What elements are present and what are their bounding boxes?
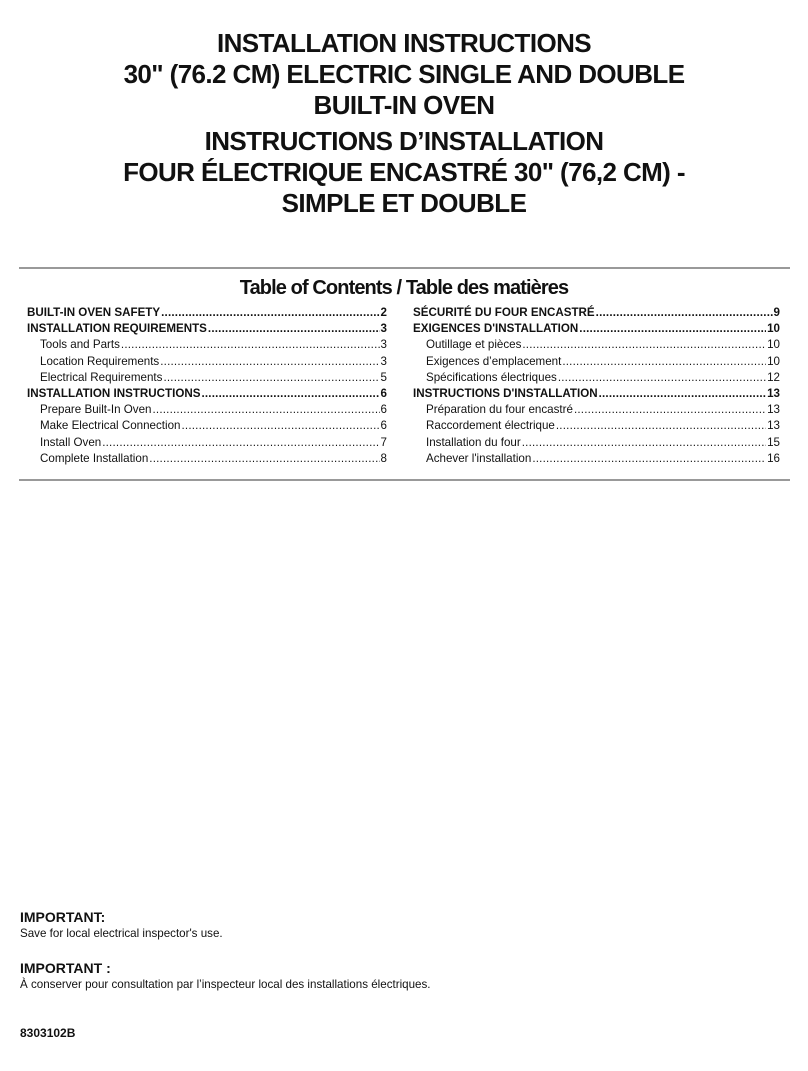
toc-entry-label: Outillage et pièces: [426, 338, 522, 352]
toc-entry[interactable]: [27, 337, 387, 353]
important-text: Save for local electrical inspector's use.: [20, 927, 223, 940]
toc-entry-page: 3: [380, 338, 387, 352]
toc-entry-label: SÉCURITÉ DU FOUR ENCASTRÉ: [413, 306, 595, 319]
toc-leader-dots: [201, 386, 379, 402]
toc-entry-label: Raccordement électrique: [426, 419, 555, 433]
title-line: INSTALLATION INSTRUCTIONS: [216, 28, 591, 58]
toc-entry-page: 6: [380, 419, 387, 433]
toc-entry-page: 13: [767, 419, 780, 433]
toc-entry[interactable]: [413, 337, 780, 353]
important-text: À conserver pour consultation par l’inspecteur local des installations électriques.: [20, 978, 431, 991]
toc-leader-dots: [522, 337, 766, 353]
toc-entry-label: BUILT-IN OVEN SAFETY: [27, 306, 161, 319]
toc-leader-dots: [556, 418, 766, 434]
toc-entry-label: INSTALLATION REQUIREMENTS: [27, 322, 207, 336]
toc-entry-page: 9: [773, 306, 780, 319]
toc-leader-dots: [579, 321, 766, 337]
toc-entry-label: Make Electrical Connection: [40, 419, 181, 433]
title-french: [0, 126, 808, 219]
toc-entry-label: Préparation du four encastré: [426, 403, 573, 417]
toc-entry-page: 15: [767, 435, 780, 449]
toc-entry[interactable]: [27, 370, 387, 386]
toc-entry[interactable]: [27, 402, 387, 418]
title-english: [0, 28, 808, 121]
toc-entry-label: Tools and Parts: [40, 338, 120, 352]
toc-entry-page: 6: [380, 403, 387, 417]
toc-leader-dots: [208, 321, 380, 337]
toc-leader-dots: [152, 402, 379, 418]
title-line: SIMPLE ET DOUBLE: [281, 188, 527, 218]
toc-column-english: [27, 305, 387, 467]
toc-entry-page: 6: [380, 386, 387, 400]
toc-leader-dots: [562, 354, 766, 370]
toc-entry-label: EXIGENCES D'INSTALLATION: [413, 322, 579, 336]
toc-leader-dots: [163, 370, 379, 386]
important-heading: IMPORTANT :: [20, 960, 111, 976]
toc-leader-dots: [149, 451, 379, 467]
toc-entry[interactable]: [27, 435, 387, 451]
toc-entry[interactable]: [413, 451, 780, 467]
toc-entry[interactable]: [413, 354, 780, 370]
toc-entry-page: 2: [380, 306, 387, 319]
toc-entry-page: 10: [767, 354, 780, 368]
toc-entry[interactable]: [27, 451, 387, 467]
important-notice-french: [20, 960, 431, 992]
toc-entry-page: 5: [380, 370, 387, 384]
toc-entry-page: 12: [767, 370, 780, 384]
toc-column-french: [413, 305, 780, 467]
toc-entry-label: Exigences d’emplacement: [426, 354, 562, 368]
toc-entry-label: Location Requirements: [40, 354, 160, 368]
divider-top: [19, 267, 790, 269]
divider-bottom: [19, 479, 790, 481]
toc-entry-page: 13: [767, 386, 780, 400]
toc-entry[interactable]: [27, 354, 387, 370]
title-line: INSTRUCTIONS D’INSTALLATION: [204, 126, 604, 156]
toc-entry-label: Complete Installation: [40, 451, 149, 465]
title-line: FOUR ÉLECTRIQUE ENCASTRÉ 30" (76,2 CM) -: [123, 157, 685, 187]
toc-leader-dots: [102, 435, 379, 451]
toc-entry-label: Electrical Requirements: [40, 370, 163, 384]
toc-entry-label: Spécifications électriques: [426, 370, 557, 384]
toc-entry[interactable]: [27, 321, 387, 337]
toc-leader-dots: [121, 337, 380, 353]
toc-entry-page: 10: [767, 338, 780, 352]
toc-entry-page: 13: [767, 403, 780, 417]
toc-entry-page: 8: [380, 451, 387, 465]
toc-entry[interactable]: [413, 305, 780, 321]
toc-leader-dots: [181, 418, 379, 434]
toc-entry[interactable]: [413, 370, 780, 386]
toc-entry[interactable]: [27, 386, 387, 402]
toc-leader-dots: [599, 386, 767, 402]
toc-leader-dots: [161, 305, 379, 321]
toc-entry-page: 7: [380, 435, 387, 449]
toc-entry[interactable]: [413, 321, 780, 337]
toc-leader-dots: [574, 402, 766, 418]
toc-entry-page: 16: [767, 451, 780, 465]
important-heading: IMPORTANT:: [20, 909, 106, 925]
toc-entry[interactable]: [27, 418, 387, 434]
toc-entry-label: INSTRUCTIONS D'INSTALLATION: [413, 386, 598, 400]
toc-entry-label: INSTALLATION INSTRUCTIONS: [27, 386, 201, 400]
toc-leader-dots: [558, 370, 766, 386]
toc-leader-dots: [596, 305, 773, 321]
toc-entry-label: Prepare Built-In Oven: [40, 403, 152, 417]
toc-leader-dots: [532, 451, 766, 467]
toc-heading: Table of Contents / Table des matières: [239, 277, 569, 299]
toc-entry[interactable]: [413, 386, 780, 402]
toc-entry[interactable]: [413, 435, 780, 451]
document-number: 8303102B: [20, 1026, 76, 1040]
toc-entry-label: Installation du four: [426, 435, 521, 449]
toc-entry-label: Achever l'installation: [426, 451, 532, 465]
document-title: [0, 28, 808, 219]
title-line: BUILT-IN OVEN: [313, 90, 495, 120]
important-notice-english: [20, 909, 223, 941]
toc-entry[interactable]: [413, 402, 780, 418]
title-line: 30" (76.2 CM) ELECTRIC SINGLE AND DOUBLE: [123, 59, 685, 89]
toc-entry[interactable]: [27, 305, 387, 321]
toc-entry-label: Install Oven: [40, 435, 102, 449]
toc-entry-page: 10: [767, 322, 780, 336]
toc-entry[interactable]: [413, 418, 780, 434]
toc-leader-dots: [160, 354, 379, 370]
toc-leader-dots: [522, 435, 766, 451]
toc-entry-page: 3: [380, 322, 387, 336]
toc-entry-page: 3: [380, 354, 387, 368]
